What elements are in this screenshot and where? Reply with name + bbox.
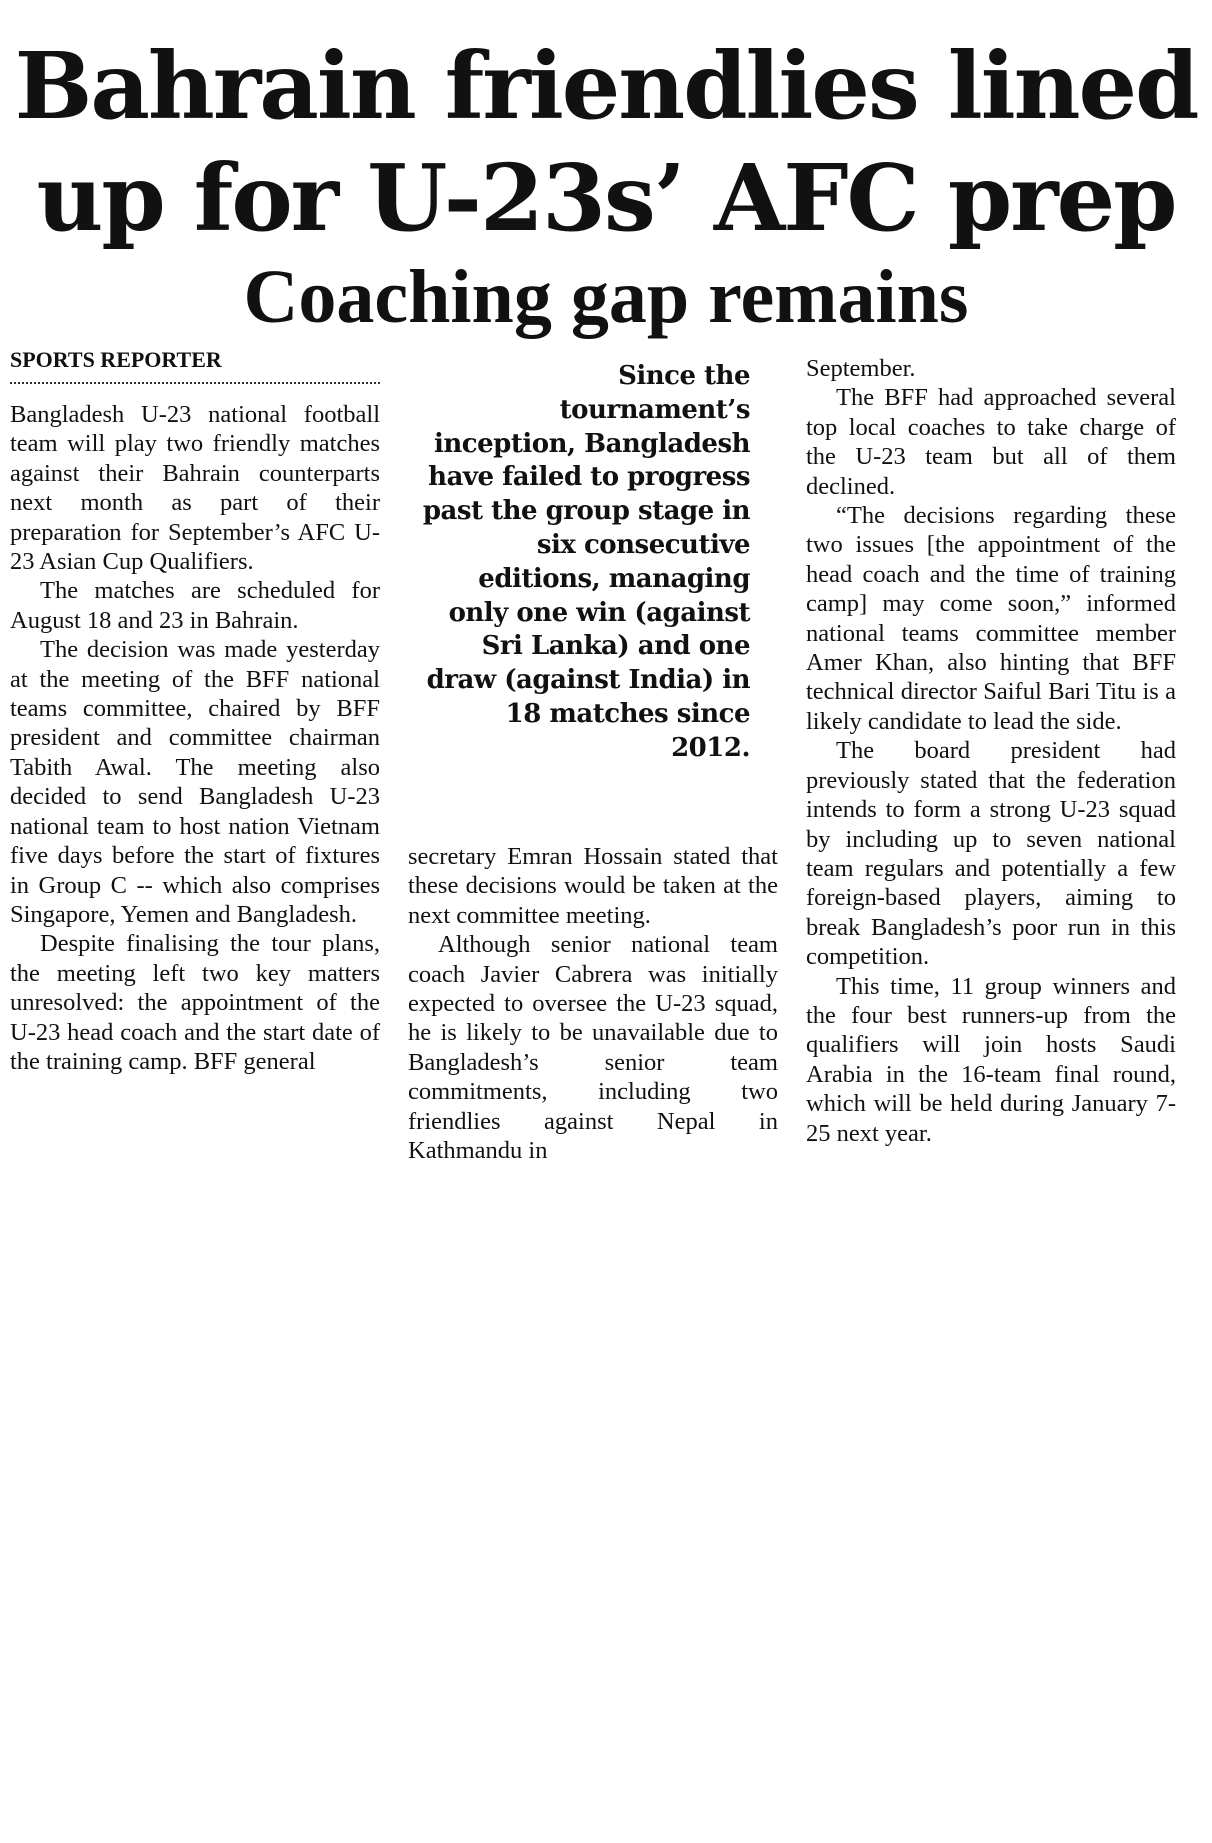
byline: SPORTS REPORTER: [10, 346, 380, 384]
paragraph: The board president had previously stated that the federation intends to form a strong U-23 squad by including up to seven national team regulars and potentially a few foreign-based players, aiming to break Bangladesh’s poor run in this competition.: [806, 737, 1176, 971]
paragraph: Although senior national team coach Javier Cabrera was initially expected to oversee the U-23 squad, he is likely to be unavailable due to Bangladesh’s senior team commitments, including two friendlies against Nepal in Kathmandu in: [408, 931, 778, 1165]
headline-line-2: up for U-23s’ AFC prep: [36, 144, 1176, 252]
paragraph: “The decisions regarding these two issues [the appointment of the head coach and the time of training camp] may come soon,” informed national teams committee member Amer Khan, also hinting that BFF technical director Saiful Bari Titu is a likely candidate to lead the side.: [806, 502, 1176, 735]
paragraph: The BFF had approached several top local coaches to take charge of the U-23 team but all of them declined.: [806, 384, 1176, 500]
paragraph: Bangladesh U-23 national football team will play two friendly matches against their Bahrain counterparts next month as part of their preparation for September’s AFC U-23 Asian Cup Qualifiers.: [10, 401, 380, 576]
subheadline: Coaching gap remains: [243, 255, 969, 339]
article-column-2: [408, 842, 778, 1165]
paragraph: This time, 11 group winners and the four best runners-up from the qualifiers will join hosts Saudi Arabia in the 16-team final round, which will be held during January 7-25 next year.: [806, 972, 1176, 1147]
article-column-1: [10, 400, 380, 1076]
headline-line-1: Bahrain friendlies lined: [14, 32, 1198, 140]
article-column-3: [806, 354, 1176, 1148]
headline: [0, 30, 1212, 254]
paragraph: September.: [806, 355, 916, 382]
pull-quote: Since the tournament’s inception, Bangladesh have failed to progress past the group stage in six consecutive editions, managing only one win (against Sri Lanka) and one draw (against India) in 18 matches since 2012.: [422, 361, 750, 763]
paragraph: The decision was made yesterday at the meeting of the BFF national teams committee, chaired by BFF president and committee chairman Tabith Awal. The meeting also decided to send Bangladesh U-23 national team to host nation Vietnam five days before the start of fixtures in Group C -- which also comprises Singapore, Yemen and Bangladesh.: [10, 636, 380, 928]
paragraph: Despite finalising the tour plans, the meeting left two key matters unresolved: the appointment of the U-23 head coach and the start date of the training camp. BFF general: [10, 930, 380, 1075]
paragraph: secretary Emran Hossain stated that these decisions would be taken at the next committee meeting.: [408, 843, 778, 929]
paragraph: The matches are scheduled for August 18 and 23 in Bahrain.: [10, 577, 380, 634]
